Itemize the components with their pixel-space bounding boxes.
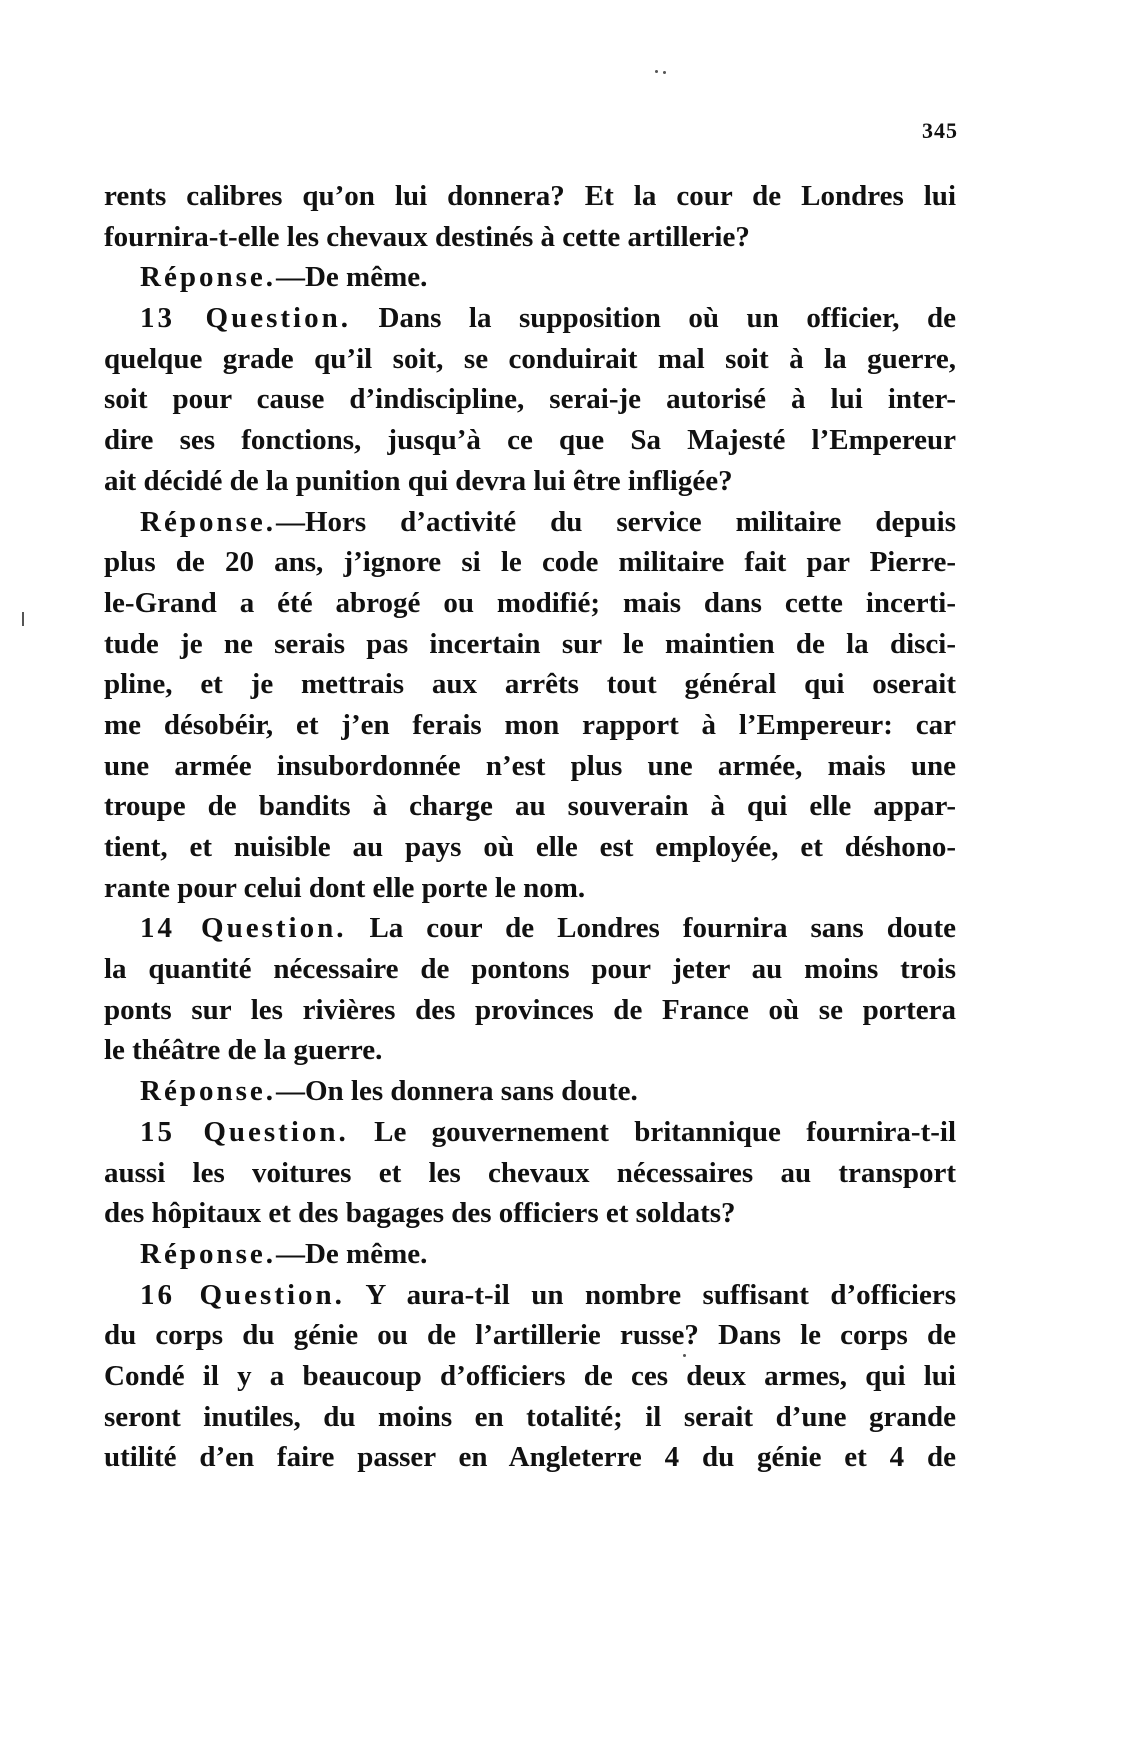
text-line bbox=[104, 990, 956, 1031]
text-line bbox=[104, 461, 956, 502]
text-line bbox=[104, 908, 956, 949]
text-line bbox=[104, 705, 956, 746]
line-text: Y aura-t-il un nombre suffisant d’officiers bbox=[344, 1278, 956, 1311]
page-number: 345 bbox=[922, 118, 958, 143]
line-text: des hôpitaux et des bagages des officiers et soldats? bbox=[104, 1197, 736, 1230]
text-line bbox=[104, 827, 956, 868]
line-text: —De même. bbox=[275, 261, 428, 294]
line-text: plus de 20 ans, j’ignore si le code militaire fait par Pierre- bbox=[104, 546, 956, 579]
section-label: Réponse. bbox=[140, 505, 276, 538]
scan-speck bbox=[663, 71, 666, 74]
line-text: fournira-t-elle les chevaux destinés à cette artillerie? bbox=[104, 220, 750, 253]
section-label: 16 Question. bbox=[140, 1278, 345, 1311]
text-line bbox=[104, 379, 956, 420]
section-label: Réponse. bbox=[140, 1237, 276, 1270]
text-line bbox=[104, 502, 956, 543]
line-text: Dans la supposition où un officier, de bbox=[350, 302, 956, 335]
text-line bbox=[104, 1397, 956, 1438]
scan-speck bbox=[655, 70, 658, 73]
text-line bbox=[104, 1275, 956, 1316]
line-text: dire ses fonctions, jusqu’à ce que Sa Majesté l’Empereur bbox=[104, 424, 956, 457]
text-line bbox=[104, 339, 956, 380]
line-text: rents calibres qu’on lui donnera? Et la cour de Londres lui bbox=[104, 180, 956, 212]
line-text: —De même. bbox=[275, 1237, 428, 1270]
text-line bbox=[104, 1153, 956, 1194]
line-text: La cour de Londres fournira sans doute bbox=[346, 912, 957, 945]
line-text: aussi les voitures et les chevaux nécessaires au transport bbox=[104, 1156, 956, 1189]
line-text: troupe de bandits à charge au souverain à qui elle appar- bbox=[104, 790, 956, 823]
line-text: la quantité nécessaire de pontons pour jeter au moins trois bbox=[104, 953, 956, 986]
line-text: le-Grand a été abrogé ou modifié; mais dans cette incerti- bbox=[104, 586, 956, 619]
line-text: quelque grade qu’il soit, se conduirait mal soit à la guerre, bbox=[104, 342, 956, 375]
section-label: 13 Question. bbox=[140, 302, 351, 335]
text-line bbox=[104, 786, 956, 827]
text-line bbox=[104, 1356, 956, 1397]
line-text: —On les donnera sans doute. bbox=[275, 1075, 638, 1108]
text-line bbox=[104, 217, 956, 258]
section-label: Réponse. bbox=[140, 261, 276, 294]
text-line bbox=[104, 868, 956, 909]
line-text: rante pour celui dont elle porte le nom. bbox=[104, 871, 586, 904]
text-line bbox=[104, 1030, 956, 1071]
text-line bbox=[104, 1437, 956, 1478]
text-line bbox=[104, 1112, 956, 1153]
line-text: soit pour cause d’indiscipline, serai-je autorisé à lui inter- bbox=[104, 383, 956, 416]
section-label: Réponse. bbox=[140, 1075, 276, 1108]
text-line bbox=[104, 1193, 956, 1234]
text-line bbox=[104, 746, 956, 787]
text-line bbox=[104, 420, 956, 461]
scan-speck bbox=[22, 612, 24, 626]
line-text: tude je ne serais pas incertain sur le maintien de la disci- bbox=[104, 627, 956, 660]
text-line bbox=[104, 1315, 956, 1356]
line-text: pline, et je mettrais aux arrêts tout général qui oserait bbox=[104, 668, 956, 701]
text-line bbox=[104, 1071, 956, 1112]
text-line bbox=[104, 542, 956, 583]
line-text: une armée insubordonnée n’est plus une armée, mais une bbox=[104, 749, 956, 782]
text-line bbox=[104, 257, 956, 298]
text-line bbox=[104, 949, 956, 990]
section-label: 14 Question. bbox=[140, 912, 347, 945]
text-line bbox=[104, 583, 956, 624]
line-text: seront inutiles, du moins en totalité; il serait d’une grande bbox=[104, 1400, 956, 1433]
text-line bbox=[104, 624, 956, 665]
text-line bbox=[104, 1234, 956, 1275]
line-text: le théâtre de la guerre. bbox=[104, 1034, 383, 1067]
scan-speck bbox=[683, 1354, 686, 1357]
line-text: ait décidé de la punition qui devra lui être infligée? bbox=[104, 464, 733, 497]
text-line bbox=[104, 664, 956, 705]
text-line bbox=[104, 298, 956, 339]
line-text: tient, et nuisible au pays où elle est employée, et déshono- bbox=[104, 831, 956, 863]
line-text: me désobéir, et j’en ferais mon rapport à l’Empereur: car bbox=[104, 708, 956, 741]
line-text: Condé il y a beaucoup d’officiers de ces deux armes, qui lui bbox=[104, 1359, 956, 1392]
line-text: Le gouvernement britannique fournira-t-il bbox=[348, 1115, 957, 1148]
line-text: du corps du génie ou de l’artillerie russe? Dans le corps de bbox=[104, 1319, 956, 1352]
line-text: —Hors d’activité du service militaire depuis bbox=[275, 505, 956, 538]
text-line bbox=[104, 176, 956, 217]
line-text: ponts sur les rivières des provinces de France où se portera bbox=[104, 993, 956, 1026]
line-text: utilité d’en faire passer en Angleterre 4 du génie et 4 de bbox=[104, 1441, 956, 1474]
body-text bbox=[104, 176, 956, 1478]
section-label: 15 Question. bbox=[140, 1115, 349, 1148]
